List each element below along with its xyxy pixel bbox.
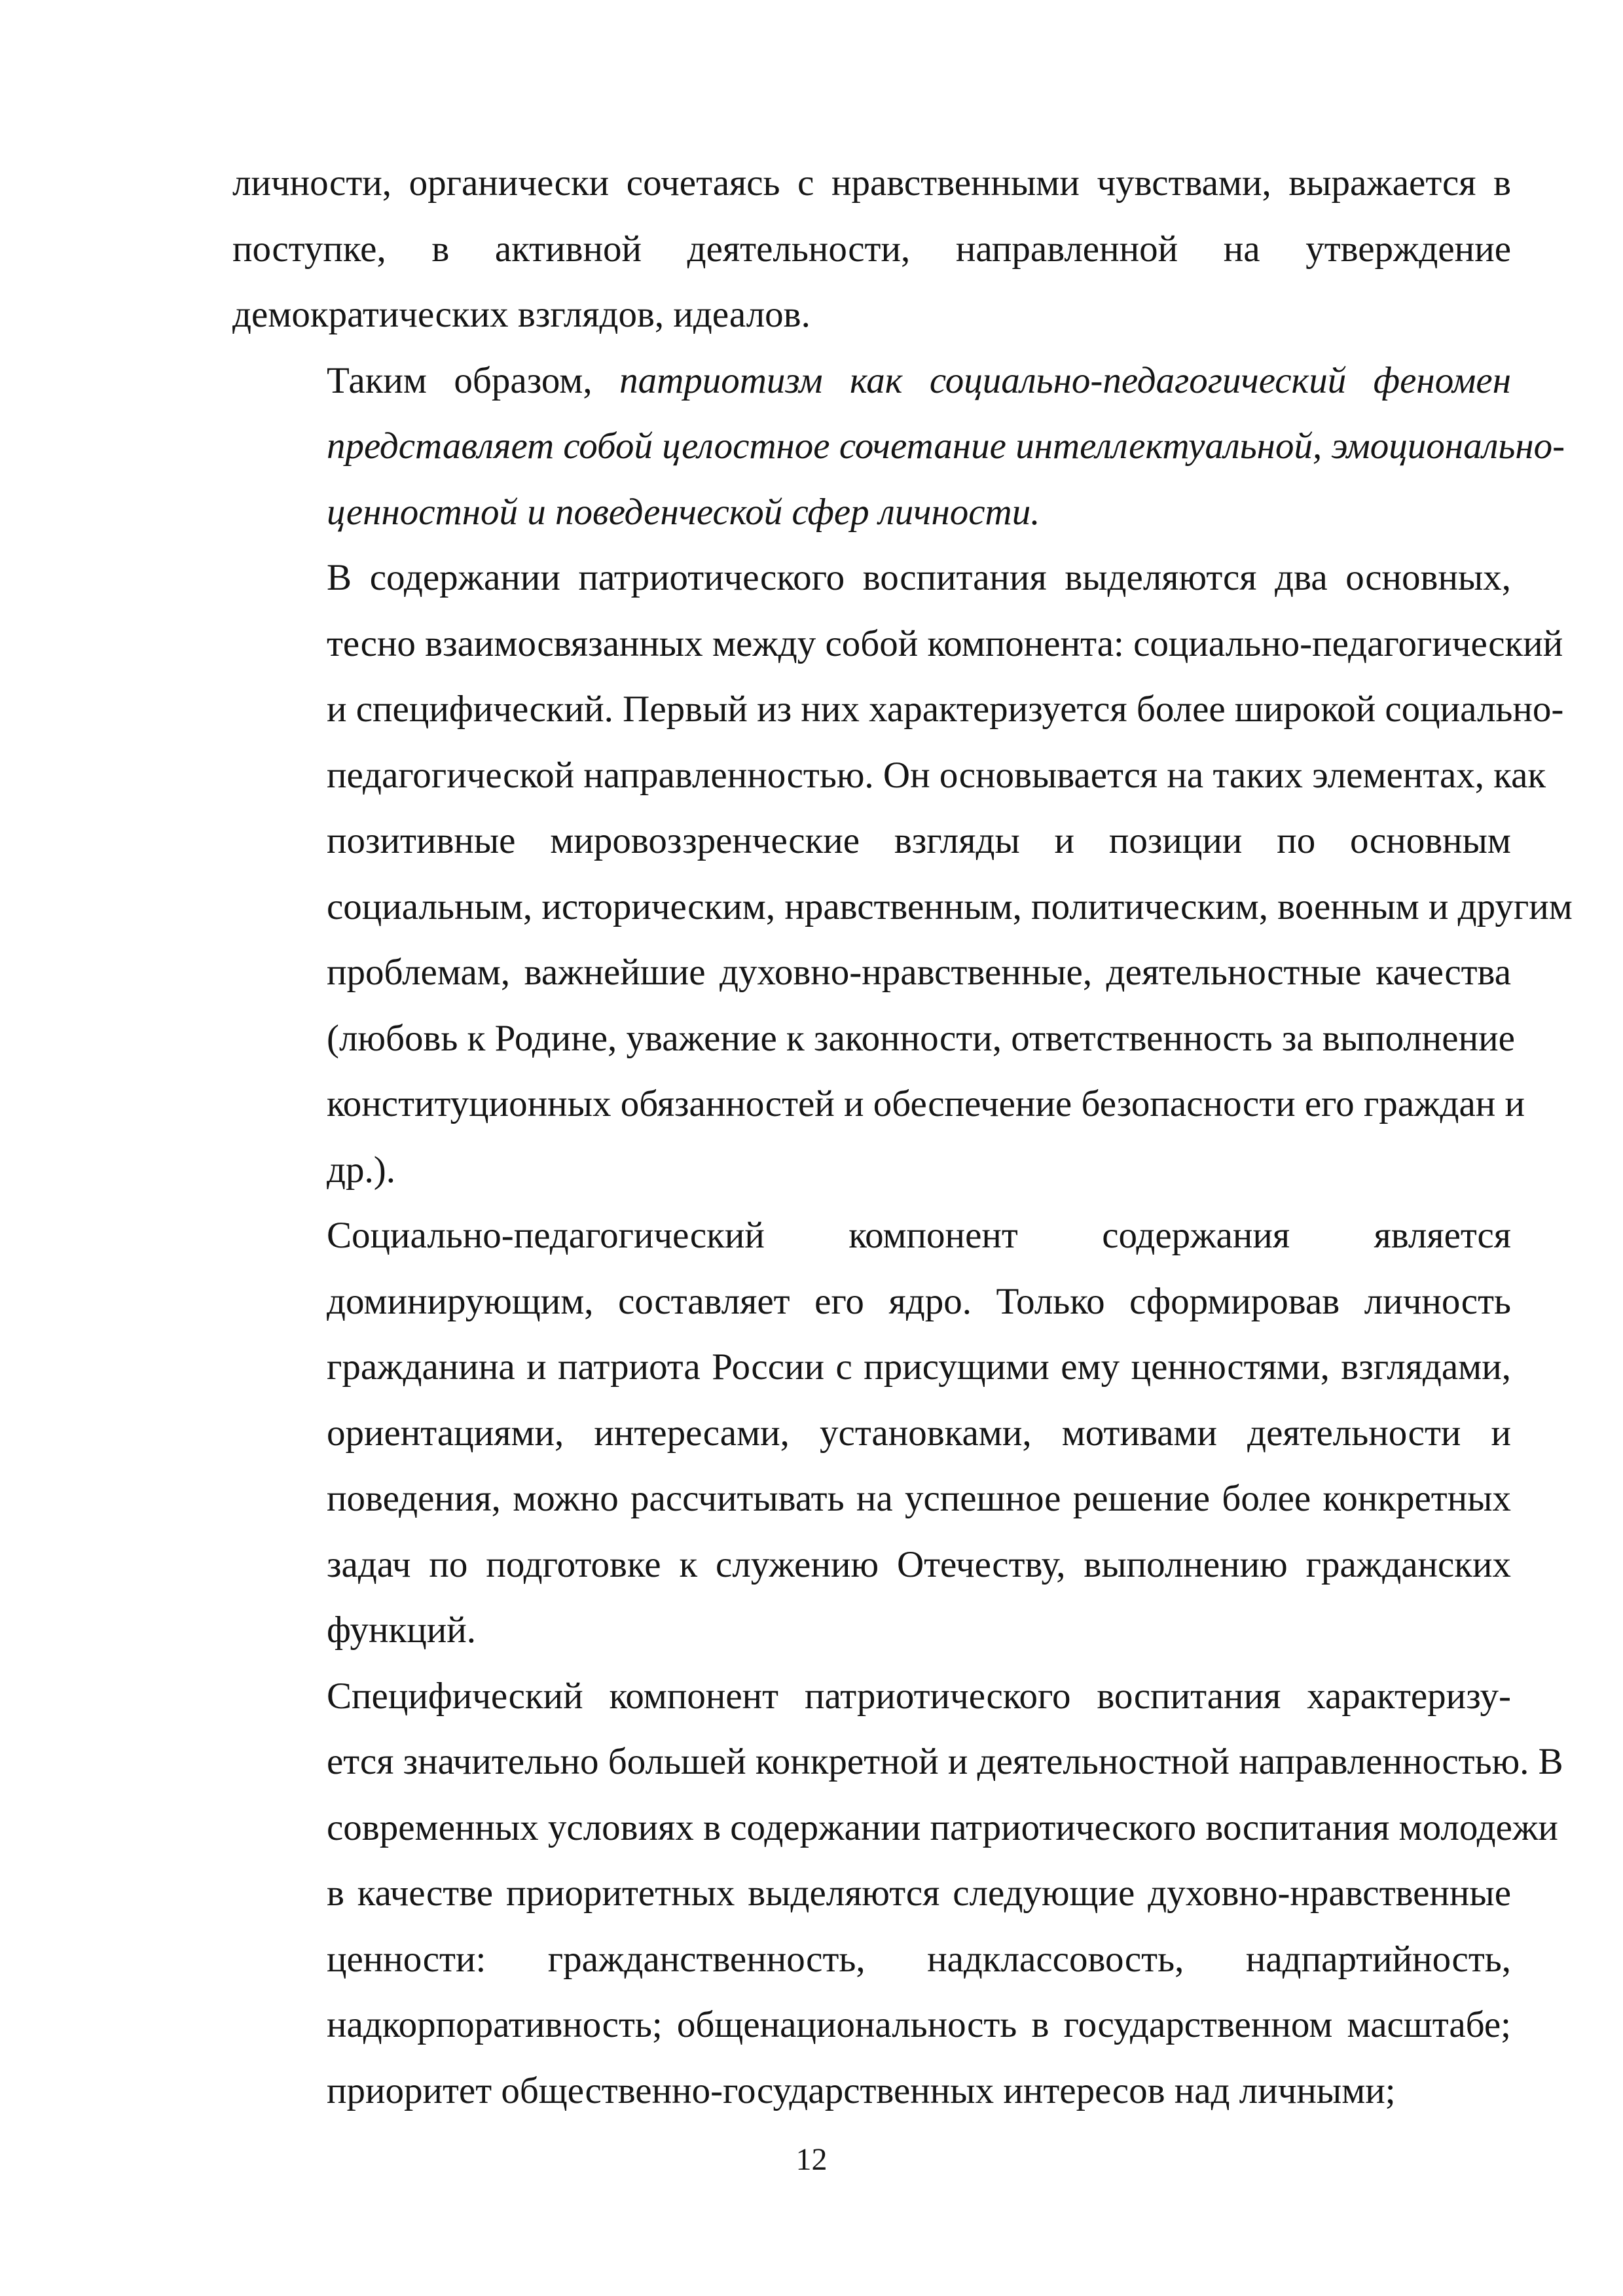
text-run: гражданина и патриота России с присущими ему ценностями, взглядами, (327, 1346, 1511, 1388)
text-run: конституционных обязанностей и обеспечение безопасности его граждан и (327, 1083, 1525, 1124)
text-line (232, 1006, 1515, 1072)
paragraph-p5 (232, 1664, 1563, 2125)
body-text (232, 151, 1573, 2124)
italic-text: представляет собой целостное сочетание интеллектуальной, эмоционально- (327, 425, 1565, 467)
text-run: доминирующим, составляет его ядро. Только сформировав личность (327, 1280, 1511, 1322)
text-run: надкорпоративность; общенациональность в государственном масштабе; (327, 2004, 1511, 2045)
text-run: задач по подготовке к служению Отечеству, выполнению гражданских (327, 1543, 1511, 1585)
text-line (232, 611, 1563, 677)
text-line (232, 1598, 1511, 1664)
text-line (232, 1401, 1511, 1467)
text-run: функций. (327, 1609, 476, 1651)
text-run: ценности: гражданственность, надклассовость, надпартийность, (327, 1938, 1511, 1980)
text-line (232, 743, 1546, 809)
text-run: проблемам, важнейшие духовно-нравственные, деятельностные качества (327, 952, 1511, 993)
text-run: тесно взаимосвязанных между собой компонента: социально-педагогический (327, 622, 1563, 664)
text-run: приоритет общественно-государственных интересов над личными; (327, 2070, 1396, 2111)
text-line (232, 1466, 1511, 1532)
text-line (232, 217, 1511, 283)
text-line (232, 1071, 1525, 1138)
text-run: педагогической направленностью. Он основывается на таких элементах, как (327, 754, 1546, 796)
text-run: в качестве приоритетных выделяются следующие духовно-нравственные (327, 1873, 1511, 1914)
paragraph-p4 (232, 1203, 1511, 1664)
text-line (232, 1138, 1511, 1204)
text-run: Таким образом, (327, 359, 620, 401)
page-number: 12 (795, 2142, 828, 2177)
text-line (232, 1861, 1511, 1927)
text-line (232, 545, 1511, 611)
paragraph-p2 (232, 348, 1565, 546)
text-line (232, 282, 1511, 348)
text-run: (любовь к Родине, уважение к законности, ответственность за выполнение (327, 1017, 1515, 1059)
text-run: др.). (327, 1149, 395, 1191)
text-line (232, 151, 1511, 217)
text-line (232, 808, 1511, 874)
text-run: позитивные мировоззренческие взгляды и позиции по основным (327, 820, 1511, 861)
text-run: поступке, в активной деятельности, направленной на утверждение (232, 228, 1511, 270)
text-line (232, 677, 1564, 743)
text-run: Социально-педагогический компонент содержания является (327, 1215, 1511, 1256)
text-line (232, 1664, 1511, 1730)
text-run: личности, органически сочетаясь с нравственными чувствами, выражается в (232, 162, 1511, 204)
text-run: Специфический компонент патриотического воспитания характеризу- (327, 1675, 1511, 1717)
paragraph-p1 (232, 151, 1511, 348)
paragraph-p3 (232, 545, 1573, 1203)
text-line (232, 1269, 1511, 1335)
text-line (232, 1795, 1558, 1861)
text-line (232, 1927, 1511, 1993)
text-run: и специфический. Первый из них характеризуется более широкой социально- (327, 689, 1564, 730)
text-run: поведения, можно рассчитывать на успешное решение более конкретных (327, 1478, 1511, 1519)
text-line (232, 348, 1511, 414)
text-run: социальным, историческим, нравственным, политическим, военным и другим (327, 886, 1573, 927)
italic-text: патриотизм как социально-педагогический феномен (619, 359, 1511, 401)
text-line (232, 414, 1565, 480)
text-line (232, 1532, 1511, 1598)
text-run: ется значительно большей конкретной и деятельностной направленностью. В (327, 1741, 1563, 1782)
text-line (232, 1203, 1511, 1269)
text-line (232, 1335, 1511, 1401)
italic-text: ценностной и поведенческой сфер личности. (327, 491, 1040, 533)
text-line (232, 480, 1511, 546)
text-line (232, 2058, 1511, 2125)
text-run: В содержании патриотического воспитания выделяются два основных, (327, 557, 1511, 598)
text-line (232, 1992, 1511, 2058)
text-line (232, 1729, 1563, 1795)
text-run: демократических взглядов, идеалов. (232, 294, 811, 335)
text-line (232, 940, 1511, 1006)
text-run: современных условиях в содержании патриотического воспитания молодежи (327, 1806, 1558, 1848)
text-line (232, 874, 1573, 941)
text-run: ориентациями, интересами, установками, мотивами деятельности и (327, 1412, 1511, 1454)
